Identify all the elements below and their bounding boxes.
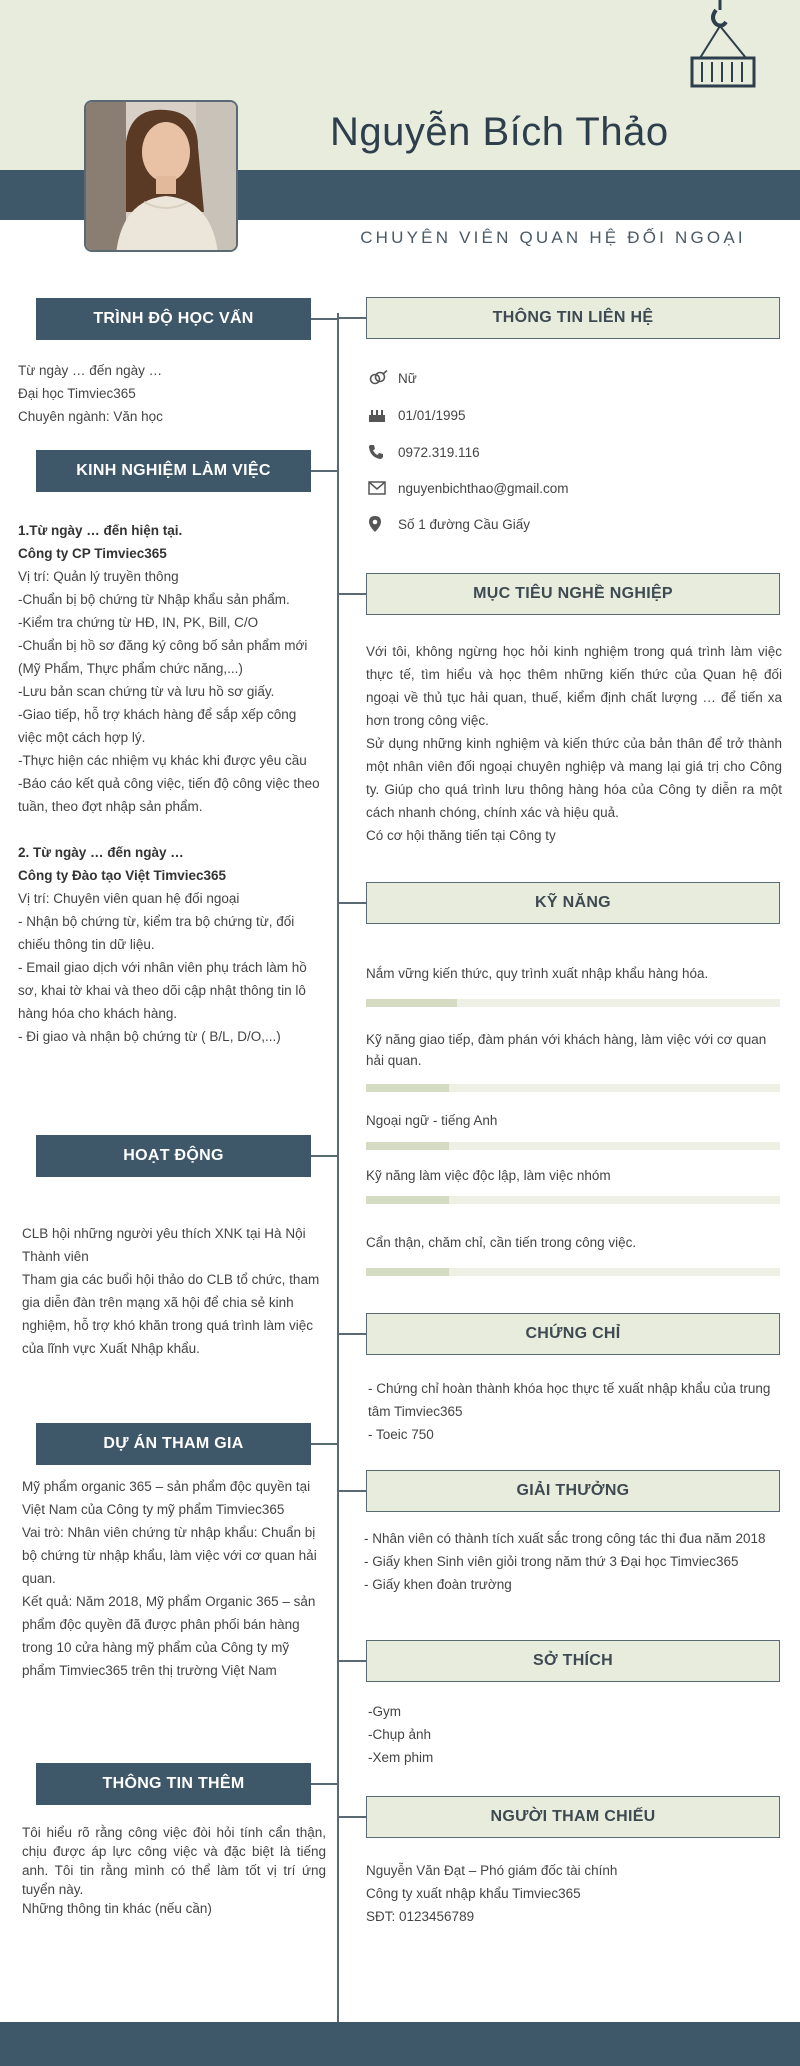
- contact-email-value: nguyenbichthao@gmail.com: [398, 480, 569, 496]
- reference-company: Công ty xuất nhập khẩu Timviec365: [366, 1886, 581, 1901]
- timeline-line: [337, 313, 339, 2022]
- job-detail: -Chuẩn bị bộ chứng từ Nhập khẩu sản phẩm.: [18, 592, 290, 607]
- skill-item: [366, 963, 780, 984]
- job-company: Công ty Đào tạo Việt Timviec365: [18, 868, 227, 883]
- connector: [338, 1333, 366, 1335]
- award-item: - Giấy khen Sinh viên giỏi trong năm thứ 3 Đại học Timviec365: [364, 1554, 739, 1569]
- connector: [338, 317, 366, 319]
- connector: [311, 1783, 338, 1785]
- connector: [311, 470, 338, 472]
- hobby-item: -Chụp ảnh: [368, 1727, 432, 1742]
- job-detail: - Đi giao và nhận bộ chứng từ ( B/L, D/O,...): [18, 1029, 281, 1044]
- education-school: Đại học Timviec365: [18, 386, 136, 401]
- skill-label: Kỹ năng làm việc độc lập, làm việc nhóm: [366, 1168, 611, 1183]
- reference-name: Nguyễn Văn Đạt – Phó giám đốc tài chính: [366, 1863, 618, 1878]
- job-detail: -Thực hiện các nhiệm vụ khác khi được yêu cầu: [18, 753, 307, 768]
- objective-header: MỤC TIÊU NGHỀ NGHIỆP: [366, 573, 780, 615]
- hobby-item: -Gym: [368, 1704, 401, 1719]
- phone-icon: [368, 444, 398, 460]
- certificates-header: CHỨNG CHỈ: [366, 1313, 780, 1355]
- certificate-item: - Chứng chỉ hoàn thành khóa học thực tế xuất nhập khẩu của trung tâm Timviec365: [368, 1381, 771, 1419]
- awards-section: [364, 1527, 780, 1596]
- skill-item: [366, 1232, 780, 1253]
- job-detail: - Email giao dịch với nhân viên phụ trách làm hồ sơ, khai tờ khai và theo dõi cập nhật thông tin lô hàng hóa cho khách hàng.: [18, 960, 307, 1021]
- references-header: NGƯỜI THAM CHIẾU: [366, 1796, 780, 1838]
- skill-bar: [366, 1268, 780, 1276]
- education-header: TRÌNH ĐỘ HỌC VẤN: [36, 298, 311, 340]
- skill-bar-fill: [366, 999, 457, 1007]
- award-item: - Giấy khen đoàn trường: [364, 1577, 512, 1592]
- candidate-job-title: CHUYÊN VIÊN QUAN HỆ ĐỐI NGOẠI: [360, 228, 746, 247]
- education-section: [18, 359, 318, 428]
- activity-role: Thành viên: [22, 1249, 89, 1264]
- skill-label: Cẩn thận, chăm chỉ, cần tiến trong công việc.: [366, 1235, 637, 1250]
- connector: [338, 902, 366, 904]
- skill-bar: [366, 1196, 780, 1204]
- email-icon: [368, 481, 398, 495]
- project-result: Kết quả: Năm 2018, Mỹ phẩm Organic 365 – sản phẩm độc quyền đã được phân phối bán hàng trong 10 cửa hàng mỹ phẩm của Công ty mỹ phẩm Timviec365 trên thị trường Việt Nam: [22, 1594, 316, 1678]
- skill-bar-fill: [366, 1268, 449, 1276]
- skill-label: Ngoại ngữ - tiếng Anh: [366, 1113, 498, 1128]
- activities-section: [22, 1222, 322, 1360]
- skill-bar: [366, 999, 780, 1007]
- spacer: [18, 818, 324, 841]
- education-period: Từ ngày … đến ngày …: [18, 363, 163, 378]
- contact-gender-value: Nữ: [398, 370, 417, 386]
- skill-item: [366, 1029, 780, 1071]
- contact-header: THÔNG TIN LIÊN HỆ: [366, 297, 780, 339]
- skill-bar-fill: [366, 1084, 449, 1092]
- job-detail: -Chuẩn bị hồ sơ đăng ký công bố sản phẩm mới (Mỹ Phẩm, Thực phẩm chức năng,...): [18, 638, 308, 676]
- certificates-section: [368, 1377, 778, 1446]
- connector: [311, 318, 338, 320]
- skill-bar: [366, 1142, 780, 1150]
- objective-text: Với tôi, không ngừng học hỏi kinh nghiệm trong quá trình làm việc thực tế, tìm hiểu và học thêm những kiến thức của Quan hệ đối ngoại về thủ tục hải quan, thuế, kiểm định chất lượng … để tiến xa hơn trong công việc.: [366, 644, 782, 728]
- extra-info-text: Tôi hiểu rõ rằng công việc đòi hỏi tính cẩn thận, chịu được áp lực công việc và đặc biệt là tiếng anh. Tôi tin rằng mình có thể làm tốt vị trí ứng tuyển này.: [22, 1825, 326, 1897]
- awards-header: GIẢI THƯỞNG: [366, 1470, 780, 1512]
- contact-birthday-value: 01/01/1995: [398, 407, 466, 423]
- contact-phone[interactable]: [368, 440, 480, 464]
- contact-birthday: [368, 403, 466, 427]
- connector: [311, 1443, 338, 1445]
- connector: [338, 1816, 366, 1818]
- connector: [338, 1660, 366, 1662]
- connector: [311, 1155, 338, 1157]
- connector: [338, 593, 366, 595]
- education-major: Chuyên ngành: Văn học: [18, 409, 163, 424]
- skill-item: [366, 1165, 780, 1186]
- objective-section: [366, 640, 782, 847]
- crane-container-icon: [686, 0, 766, 92]
- skill-bar-fill: [366, 1196, 449, 1204]
- project-role: Vai trò: Nhân viên chứng từ nhập khẩu: Chuẩn bị bộ chứng từ nhập khẩu, làm việc với cơ quan hải quan.: [22, 1525, 317, 1586]
- job-detail: -Báo cáo kết quả công việc, tiến độ công việc theo tuần, theo đợt nhập sản phẩm.: [18, 776, 320, 814]
- hobbies-header: SỞ THÍCH: [366, 1640, 780, 1682]
- cake-icon: [368, 407, 398, 423]
- projects-header: DỰ ÁN THAM GIA: [36, 1423, 311, 1465]
- experience-header: KINH NGHIỆM LÀM VIỆC: [36, 450, 311, 492]
- experience-section: [18, 519, 324, 1048]
- profile-photo: [84, 100, 238, 252]
- hobbies-section: [368, 1700, 668, 1769]
- hobby-item: -Xem phim: [368, 1750, 434, 1765]
- job-company: Công ty CP Timviec365: [18, 546, 167, 561]
- skill-label: Nắm vững kiến thức, quy trình xuất nhập khẩu hàng hóa.: [366, 966, 709, 981]
- project-name: Mỹ phẩm organic 365 – sản phẩm độc quyền tại Việt Nam của Công ty mỹ phẩm Timviec365: [22, 1479, 311, 1517]
- skill-bar-fill: [366, 1142, 449, 1150]
- activity-club: CLB hội những người yêu thích XNK tại Hà Nội: [22, 1226, 306, 1241]
- skill-item: [366, 1110, 780, 1131]
- contact-gender: [368, 366, 417, 390]
- contact-phone-value: 0972.319.116: [398, 444, 480, 460]
- reference-phone: SĐT: 0123456789: [366, 1909, 475, 1924]
- references-section: [366, 1859, 782, 1928]
- extra-info-note: Những thông tin khác (nếu cần): [22, 1901, 212, 1916]
- contact-email[interactable]: [368, 476, 569, 500]
- gender-icon: [368, 370, 398, 386]
- job-detail: -Lưu bản scan chứng từ và lưu hồ sơ giấy.: [18, 684, 275, 699]
- candidate-name: Nguyễn Bích Thảo: [330, 110, 669, 154]
- skill-bar: [366, 1084, 780, 1092]
- job-period: 2. Từ ngày … đến ngày …: [18, 845, 184, 860]
- extra-info-header: THÔNG TIN THÊM: [36, 1763, 311, 1805]
- objective-text: Có cơ hội thăng tiến tại Công ty: [366, 828, 556, 843]
- connector: [338, 1490, 366, 1492]
- contact-address: [368, 512, 530, 536]
- extra-info-section: [22, 1823, 326, 1918]
- job-detail: Vị trí: Quản lý truyền thông: [18, 569, 179, 584]
- award-item: - Nhân viên có thành tích xuất sắc trong công tác thi đua năm 2018: [364, 1531, 766, 1546]
- job-detail: -Giao tiếp, hỗ trợ khách hàng để sắp xếp công việc một cách hợp lý.: [18, 707, 297, 745]
- skills-header: KỸ NĂNG: [366, 882, 780, 924]
- skill-label: Kỹ năng giao tiếp, đàm phán với khách hàng, làm việc với cơ quan hải quan.: [366, 1032, 767, 1068]
- projects-section: [22, 1475, 322, 1682]
- job-detail: - Nhận bộ chứng từ, kiểm tra bộ chứng từ, đối chiếu thông tin dữ liệu.: [18, 914, 295, 952]
- job-period: 1.Từ ngày … đến hiện tại.: [18, 523, 183, 538]
- activities-header: HOẠT ĐỘNG: [36, 1135, 311, 1177]
- location-icon: [368, 515, 398, 533]
- activity-detail: Tham gia các buổi hội thảo do CLB tổ chức, tham gia diễn đàn trên mạng xã hội để chia sẻ kinh nghiệm, hỗ trợ khó khăn trong quá trình làm việc của lĩnh vực Xuất Nhập khẩu.: [22, 1272, 320, 1356]
- footer-band: [0, 2022, 800, 2066]
- job-detail: -Kiểm tra chứng từ HĐ, IN, PK, Bill, C/O: [18, 615, 259, 630]
- job-detail: Vị trí: Chuyên viên quan hệ đối ngoại: [18, 891, 240, 906]
- objective-text: Sử dụng những kinh nghiệm và kiến thức của bản thân để trở thành một nhân viên đối ngoại chuyên nghiệp và mang lại giá trị cho Công ty. Giúp cho quá trình lưu thông hàng hóa của Công ty diễn ra một cách nhanh chóng, chính xác và hiệu quả.: [366, 736, 782, 820]
- certificate-item: - Toeic 750: [368, 1427, 434, 1442]
- contact-address-value: Số 1 đường Cầu Giấy: [398, 516, 530, 532]
